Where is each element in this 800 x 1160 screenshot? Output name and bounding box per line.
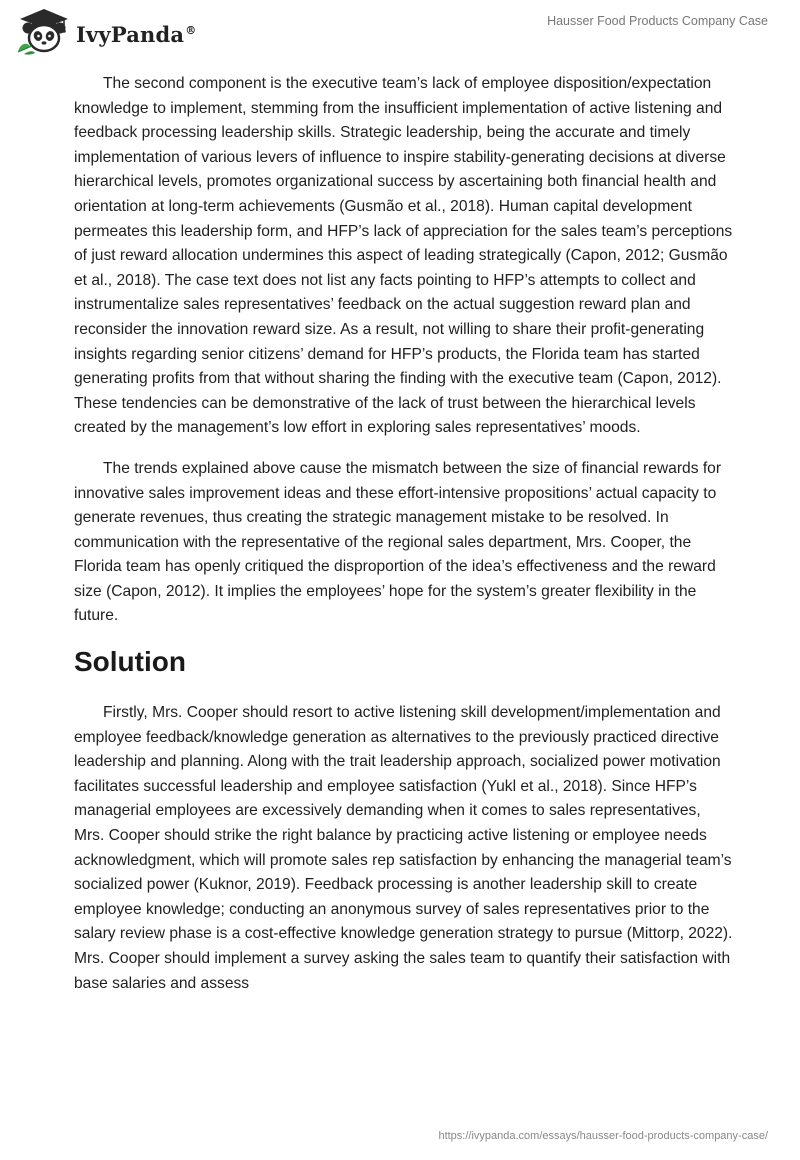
paragraph-3: Firstly, Mrs. Cooper should resort to active listening skill development/implementation and employee feedback/knowledge generation as alternatives to the previously practiced directive leadership and planning. Along with the trait leadership approach, socialized power motivation facilitates successful leadership and employee satisfaction (Yukl et al., 2018). Since HFP’s managerial employees are excessively demanding when it comes to sales representatives, Mrs. Cooper should strike the right balance by practicing active listening or employee needs acknowledgment, which will promote sales rep satisfaction by enhancing the managerial team’s socialized power (Kuknor, 2019). Feedback processing is another leadership skill to create employee knowledge; conducting an anonymous survey of sales representatives prior to the salary review phase is a cost-effective knowledge generation strategy to pursue (Mittorp, 2022). Mrs. Cooper should implement a survey asking the sales team to quantify their satisfaction with base salaries and assess (74, 704, 733, 992)
document-title: Hausser Food Products Company Case (547, 14, 768, 28)
section-heading-solution: Solution (74, 646, 186, 678)
source-url[interactable]: https://ivypanda.com/essays/hausser-food-products-company-case/ (438, 1130, 768, 1142)
ivypanda-logo[interactable] (14, 6, 196, 56)
page-header (0, 0, 800, 60)
brand-name: IvyPanda® (76, 21, 197, 47)
paragraph-1: The second component is the executive team’s lack of employee disposition/expectation knowledge to implement, stemming from the insufficient implementation of active listening and feedback processing leadership skills. Strategic leadership, being the accurate and timely implementation of various levers of influence to inspire stability-generating decisions at diverse hierarchical levels, promotes organizational success by ascertaining both financial health and orientation at long-term achievements (Gusmão et al., 2018). Human capital development permeates this leadership form, and HFP’s lack of appreciation for the sales team’s perceptions of just reward allocation undermines this aspect of leading strategically (Capon, 2012; Gusmão et al., 2018). The case text does not list any facts pointing to HFP’s attempts to collect and instrumentalize sales representatives’ feedback on the actual suggestion reward plan and reconsider the innovation reward size. As a result, not willing to share their profit-generating insights regarding senior citizens’ demand for HFP’s products, the Florida team has started generating profits from that without sharing the finding with the executive team (Capon, 2012). These tendencies can be demonstrative of the lack of trust between the hierarchical levels created by the management’s low effort in exploring sales representatives’ moods. (74, 75, 733, 437)
essay-content (74, 72, 734, 1012)
panda-graduate-icon (14, 6, 72, 56)
paragraph-2: The trends explained above cause the mismatch between the size of financial rewards for innovative sales improvement ideas and these effort-intensive propositions’ actual capacity to generate revenues, thus creating the strategic management mistake to be resolved. In communication with the representative of the regional sales department, Mrs. Cooper, the Florida team has openly critiqued the disproportion of the idea’s effectiveness and the reward size (Capon, 2012). It implies the employees’ hope for the system’s greater flexibility in the future. (74, 459, 722, 625)
registered-mark: ® (185, 23, 197, 37)
